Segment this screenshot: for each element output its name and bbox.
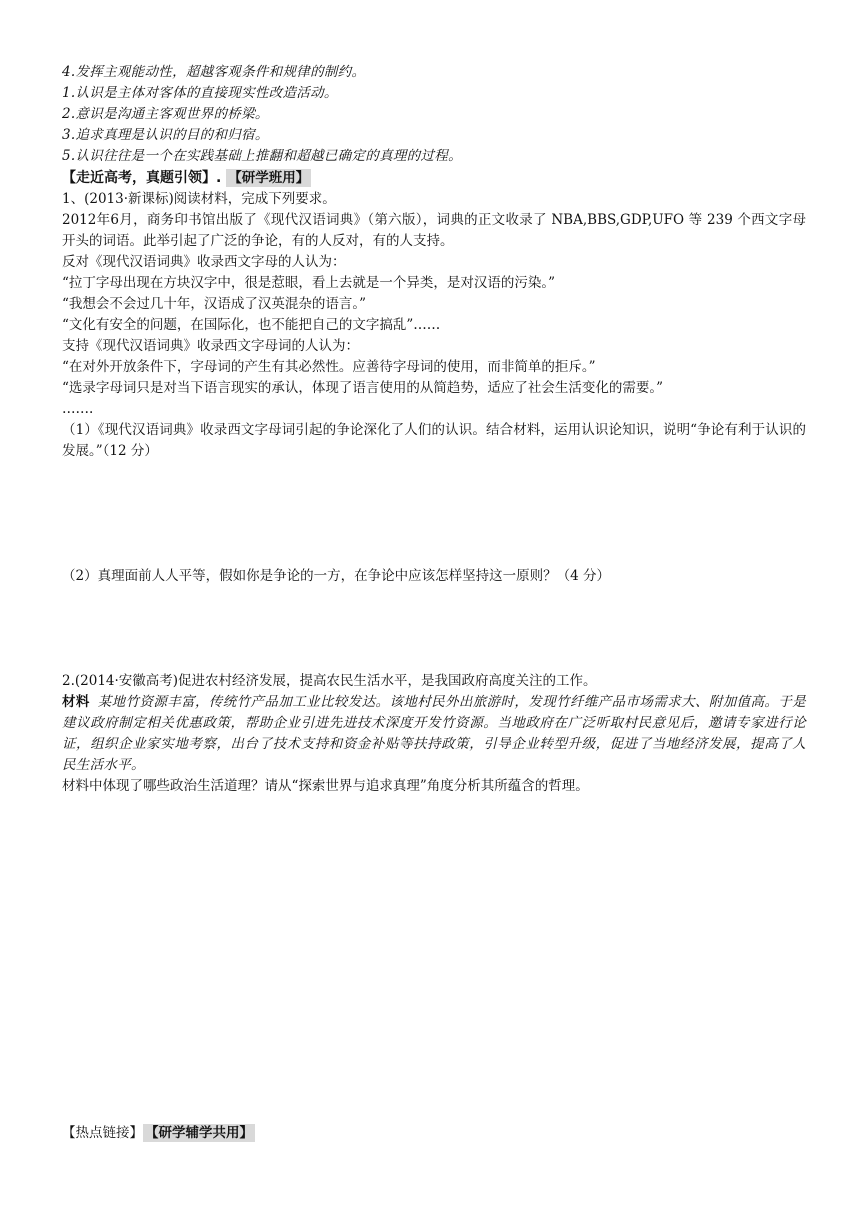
oppose-quote: “我想会不会过几十年，汉语成了汉英混杂的语言。” bbox=[62, 296, 367, 312]
oppose-intro: 反对《现代汉语词典》收录西文字母的人认为： bbox=[62, 254, 346, 270]
answer-space[interactable] bbox=[62, 462, 806, 566]
support-intro: 支持《现代汉语词典》收录西文字母词的人认为： bbox=[62, 338, 359, 354]
sub-question-2: （2）真理面前人人平等，假如你是争论的一方，在争论中应该怎样坚持这一原则？（4 分） bbox=[62, 568, 610, 584]
answer-space[interactable] bbox=[62, 797, 806, 1123]
question-heading: 2.(2014·安徽高考)促进农村经济发展，提高农民生活水平，是我国政府高度关注的工作。 bbox=[62, 673, 597, 689]
section-dot: . bbox=[216, 170, 222, 186]
section-title: 【走近高考，真题引领】 bbox=[62, 170, 216, 186]
support-quote: “选录字母词只是对当下语言现实的承认，体现了语言使用的从简趋势，适应了社会生活变化的需要。” bbox=[62, 380, 664, 396]
ellipsis: ……. bbox=[62, 401, 94, 417]
intro-list bbox=[62, 62, 806, 167]
support-quote: “在对外开放条件下，字母词的产生有其必然性。应善待字母词的使用，而非简单的拒斥。” bbox=[62, 359, 596, 375]
question-prompt: 材料中体现了哪些政治生活道理？请从“探索世界与追求真理”角度分析其所蕴含的哲理。 bbox=[62, 778, 589, 794]
material-label: 材料 bbox=[62, 694, 90, 710]
oppose-quote: “文化有安全的问题，在国际化，也不能把自己的文字搞乱”…… bbox=[62, 317, 441, 333]
sub-question-1: （1）《现代汉语词典》收录西文字母词引起的争论深化了人们的认识。结合材料，运用认识论知识，说明“争论有利于认识的发展。”（12 分） bbox=[62, 422, 806, 459]
intro-item: 1.认识是主体对客体的直接现实性改造活动。 bbox=[62, 85, 338, 101]
intro-item: 5.认识往往是一个在实践基础上推翻和超越已确定的真理的过程。 bbox=[62, 148, 462, 164]
section-heading-gaokao bbox=[62, 167, 806, 189]
intro-item: 3.追求真理是认识的目的和归宿。 bbox=[62, 127, 269, 143]
question-heading: 1、(2013·新课标)阅读材料，完成下列要求。 bbox=[62, 191, 336, 207]
answer-space[interactable] bbox=[62, 587, 806, 671]
audience-badge: 【研学辅学共用】 bbox=[145, 1125, 253, 1141]
material-paragraph bbox=[62, 692, 806, 776]
intro-item: 2.意识是沟通主客观世界的桥梁。 bbox=[62, 106, 269, 122]
question-2 bbox=[62, 671, 806, 1123]
oppose-quote: “拉丁字母出现在方块汉字中，很是惹眼，看上去就是一个异类，是对汉语的污染。” bbox=[62, 275, 556, 291]
question-1 bbox=[62, 189, 806, 671]
material-paragraph: 2012年6月，商务印书馆出版了《现代汉语词典》（第六版），词典的正文收录了 NBA,BBS,GDP,UFO 等 239 个西文字母开头的词语。此举引起了广泛的争论，有的人反对，有的人支持。 bbox=[62, 212, 806, 249]
intro-item: 4.发挥主观能动性，超越客观条件和规律的制约。 bbox=[62, 64, 366, 80]
section-title: 【热点链接】 bbox=[62, 1125, 143, 1141]
audience-badge: 【研学班用】 bbox=[228, 170, 310, 186]
section-heading-hotspot bbox=[62, 1123, 806, 1144]
material-text: 某地竹资源丰富，传统竹产品加工业比较发达。该地村民外出旅游时，发现竹纤维产品市场需求大、附加值高。于是建议政府制定相关优惠政策，帮助企业引进先进技术深度开发竹资源。当地政府在广泛听取村民意见后，邀请专家进行论证，组织企业家实地考察，出台了技术支持和资金补贴等扶持政策，引导企业转型升级，促进了当地经济发展，提高了人民生活水平。 bbox=[62, 694, 806, 773]
document-page bbox=[62, 62, 806, 1144]
